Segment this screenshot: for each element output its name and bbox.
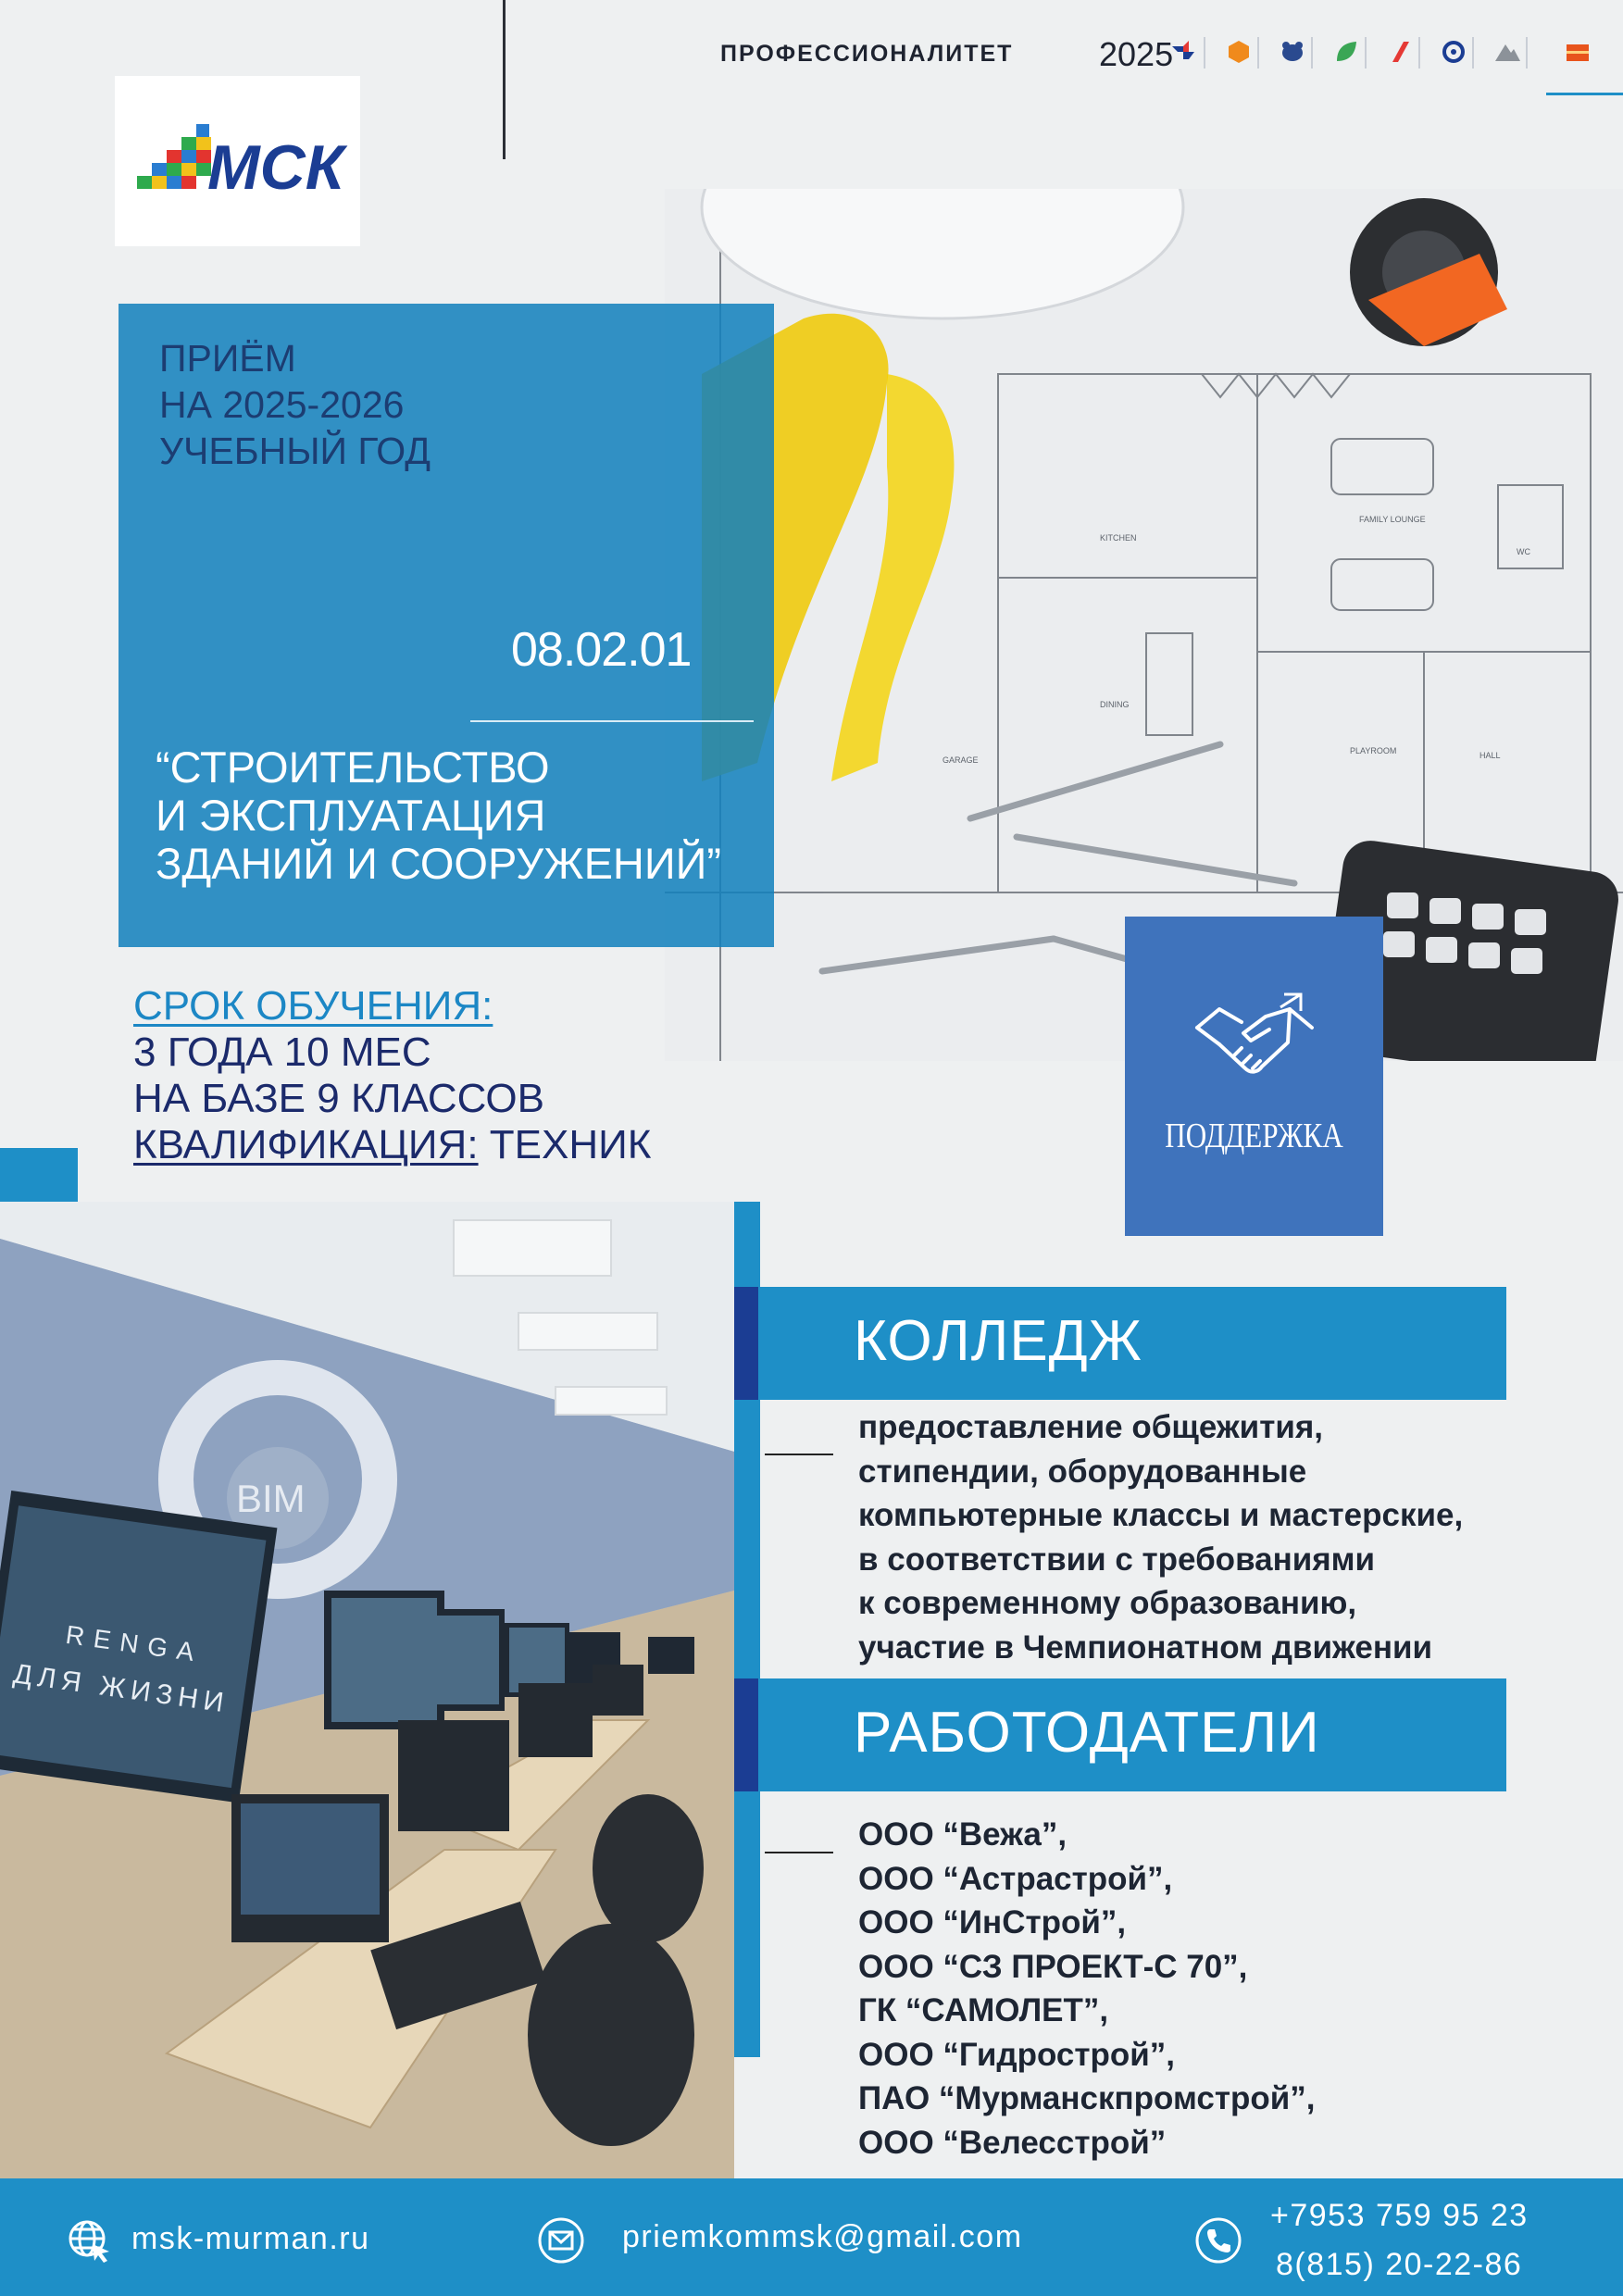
employer-item: ООО “Вежа”, [858,1816,1067,1853]
header-separator [1311,37,1313,69]
college-line: участие в Чемпионатном движении [858,1628,1432,1666]
employer-item: ООО “ИнСтрой”, [858,1904,1127,1940]
college-line: предоставление общежития, [858,1409,1323,1445]
blue-animal-icon [1278,37,1307,67]
intake-title-line: ПРИЁМ [159,337,296,380]
header-separator [1418,37,1420,69]
wall-text: BIM [236,1477,306,1520]
college-leader-line [765,1454,833,1455]
header-accent-line [1546,93,1623,95]
study-base: НА БАЗЕ 9 КЛАССОВ [133,1076,544,1121]
orange-hexagon-icon [1224,37,1254,67]
brand-year: 2025 [1099,35,1174,73]
employer-item: ООО “Гидрострой”, [858,2036,1176,2073]
header-separator [1472,37,1474,69]
grey-mountain-icon [1492,37,1522,67]
brand-name: ПРОФЕССИОНАЛИТЕТ [720,41,1014,67]
header-separator [1204,37,1205,69]
email-link[interactable]: priemkommsk@gmail.com [622,2219,1023,2254]
support-card [1125,917,1383,1236]
phone-2[interactable]: 8(815) 20-22-86 [1276,2247,1523,2282]
svg-text:PLAYROOM: PLAYROOM [1350,746,1397,755]
duration-value: 3 ГОДА 10 МЕС [133,1029,431,1075]
header-separator [1365,37,1367,69]
svg-text:DINING: DINING [1100,700,1130,709]
college-section-marker [734,1287,758,1400]
employers-title: РАБОТОДАТЕЛИ [854,1701,1320,1765]
program-name-line: И ЭКСПЛУАТАЦИЯ [156,791,546,840]
college-line: к современному образованию, [858,1585,1357,1621]
college-line: компьютерные классы и мастерские, [858,1497,1464,1533]
college-title: КОЛЛЕДЖ [854,1309,1142,1373]
program-name [156,743,785,888]
code-underline [470,720,754,722]
employers-leader-line [765,1852,833,1853]
employers-list [858,1813,1580,2165]
support-label: ПОДДЕРЖКА [1165,1117,1343,1155]
college-logo [115,76,360,246]
svg-text:HALL: HALL [1479,751,1501,760]
red-flag-icon [1563,37,1592,67]
logo-pixel-mark [137,124,211,189]
phone-1[interactable]: +7953 759 95 23 [1270,2198,1529,2233]
header-separator [1526,37,1528,69]
employer-item: ООО “Велесстрой” [858,2124,1167,2161]
employer-item: ПАО “Мурманскпромстрой”, [858,2080,1316,2116]
employer-item: ГК “САМОЛЕТ”, [858,1992,1109,2028]
program-code: 08.02.01 [511,623,692,677]
employers-section-marker [734,1678,758,1791]
svg-text:WC: WC [1517,547,1530,556]
college-line: в соответствии с требованиями [858,1541,1376,1578]
svg-text:FAMILY LOUNGE: FAMILY LOUNGE [1359,515,1426,524]
phone-icon [1194,2216,1242,2265]
header-divider [503,0,506,159]
svg-text:GARAGE: GARAGE [943,755,979,765]
website-link[interactable]: msk-murman.ru [131,2221,370,2256]
intake-title [159,335,715,474]
qualification-value: ТЕХНИК [489,1122,652,1167]
logo-text: МСК [207,132,344,203]
screen-text-top: RENGA [64,1619,206,1668]
intake-title-line: УЧЕБНЫЙ ГОД [159,430,431,472]
study-info [133,983,772,1168]
blue-ring-icon [1439,37,1468,67]
green-leaf-icon [1331,37,1361,67]
screen-text-bottom: ДЛЯ ЖИЗНИ [11,1658,231,1719]
classroom-photo [0,1202,734,2178]
mail-icon [537,2216,585,2265]
duration-label: СРОК ОБУЧЕНИЯ: [133,983,493,1029]
svg-text:KITCHEN: KITCHEN [1100,533,1137,543]
red-slash-icon [1385,37,1415,67]
program-name-line: “СТРОИТЕЛЬСТВО [156,742,550,792]
employer-item: ООО “Астрастрой”, [858,1860,1173,1897]
professionalitet-mark-icon [1168,37,1198,67]
header-separator [1257,37,1259,69]
intake-title-line: НА 2025-2026 [159,383,405,426]
college-description [858,1405,1580,1669]
globe-cursor-icon [65,2216,113,2265]
college-line: стипендии, оборудованные [858,1453,1307,1490]
left-accent-bar [0,1148,78,1204]
program-name-line: ЗДАНИЙ И СООРУЖЕНИЙ” [156,839,722,888]
qualification-label: КВАЛИФИКАЦИЯ: [133,1122,479,1167]
handshake-icon [1192,991,1317,1092]
employer-item: ООО “СЗ ПРОЕКТ-С 70”, [858,1948,1248,1985]
